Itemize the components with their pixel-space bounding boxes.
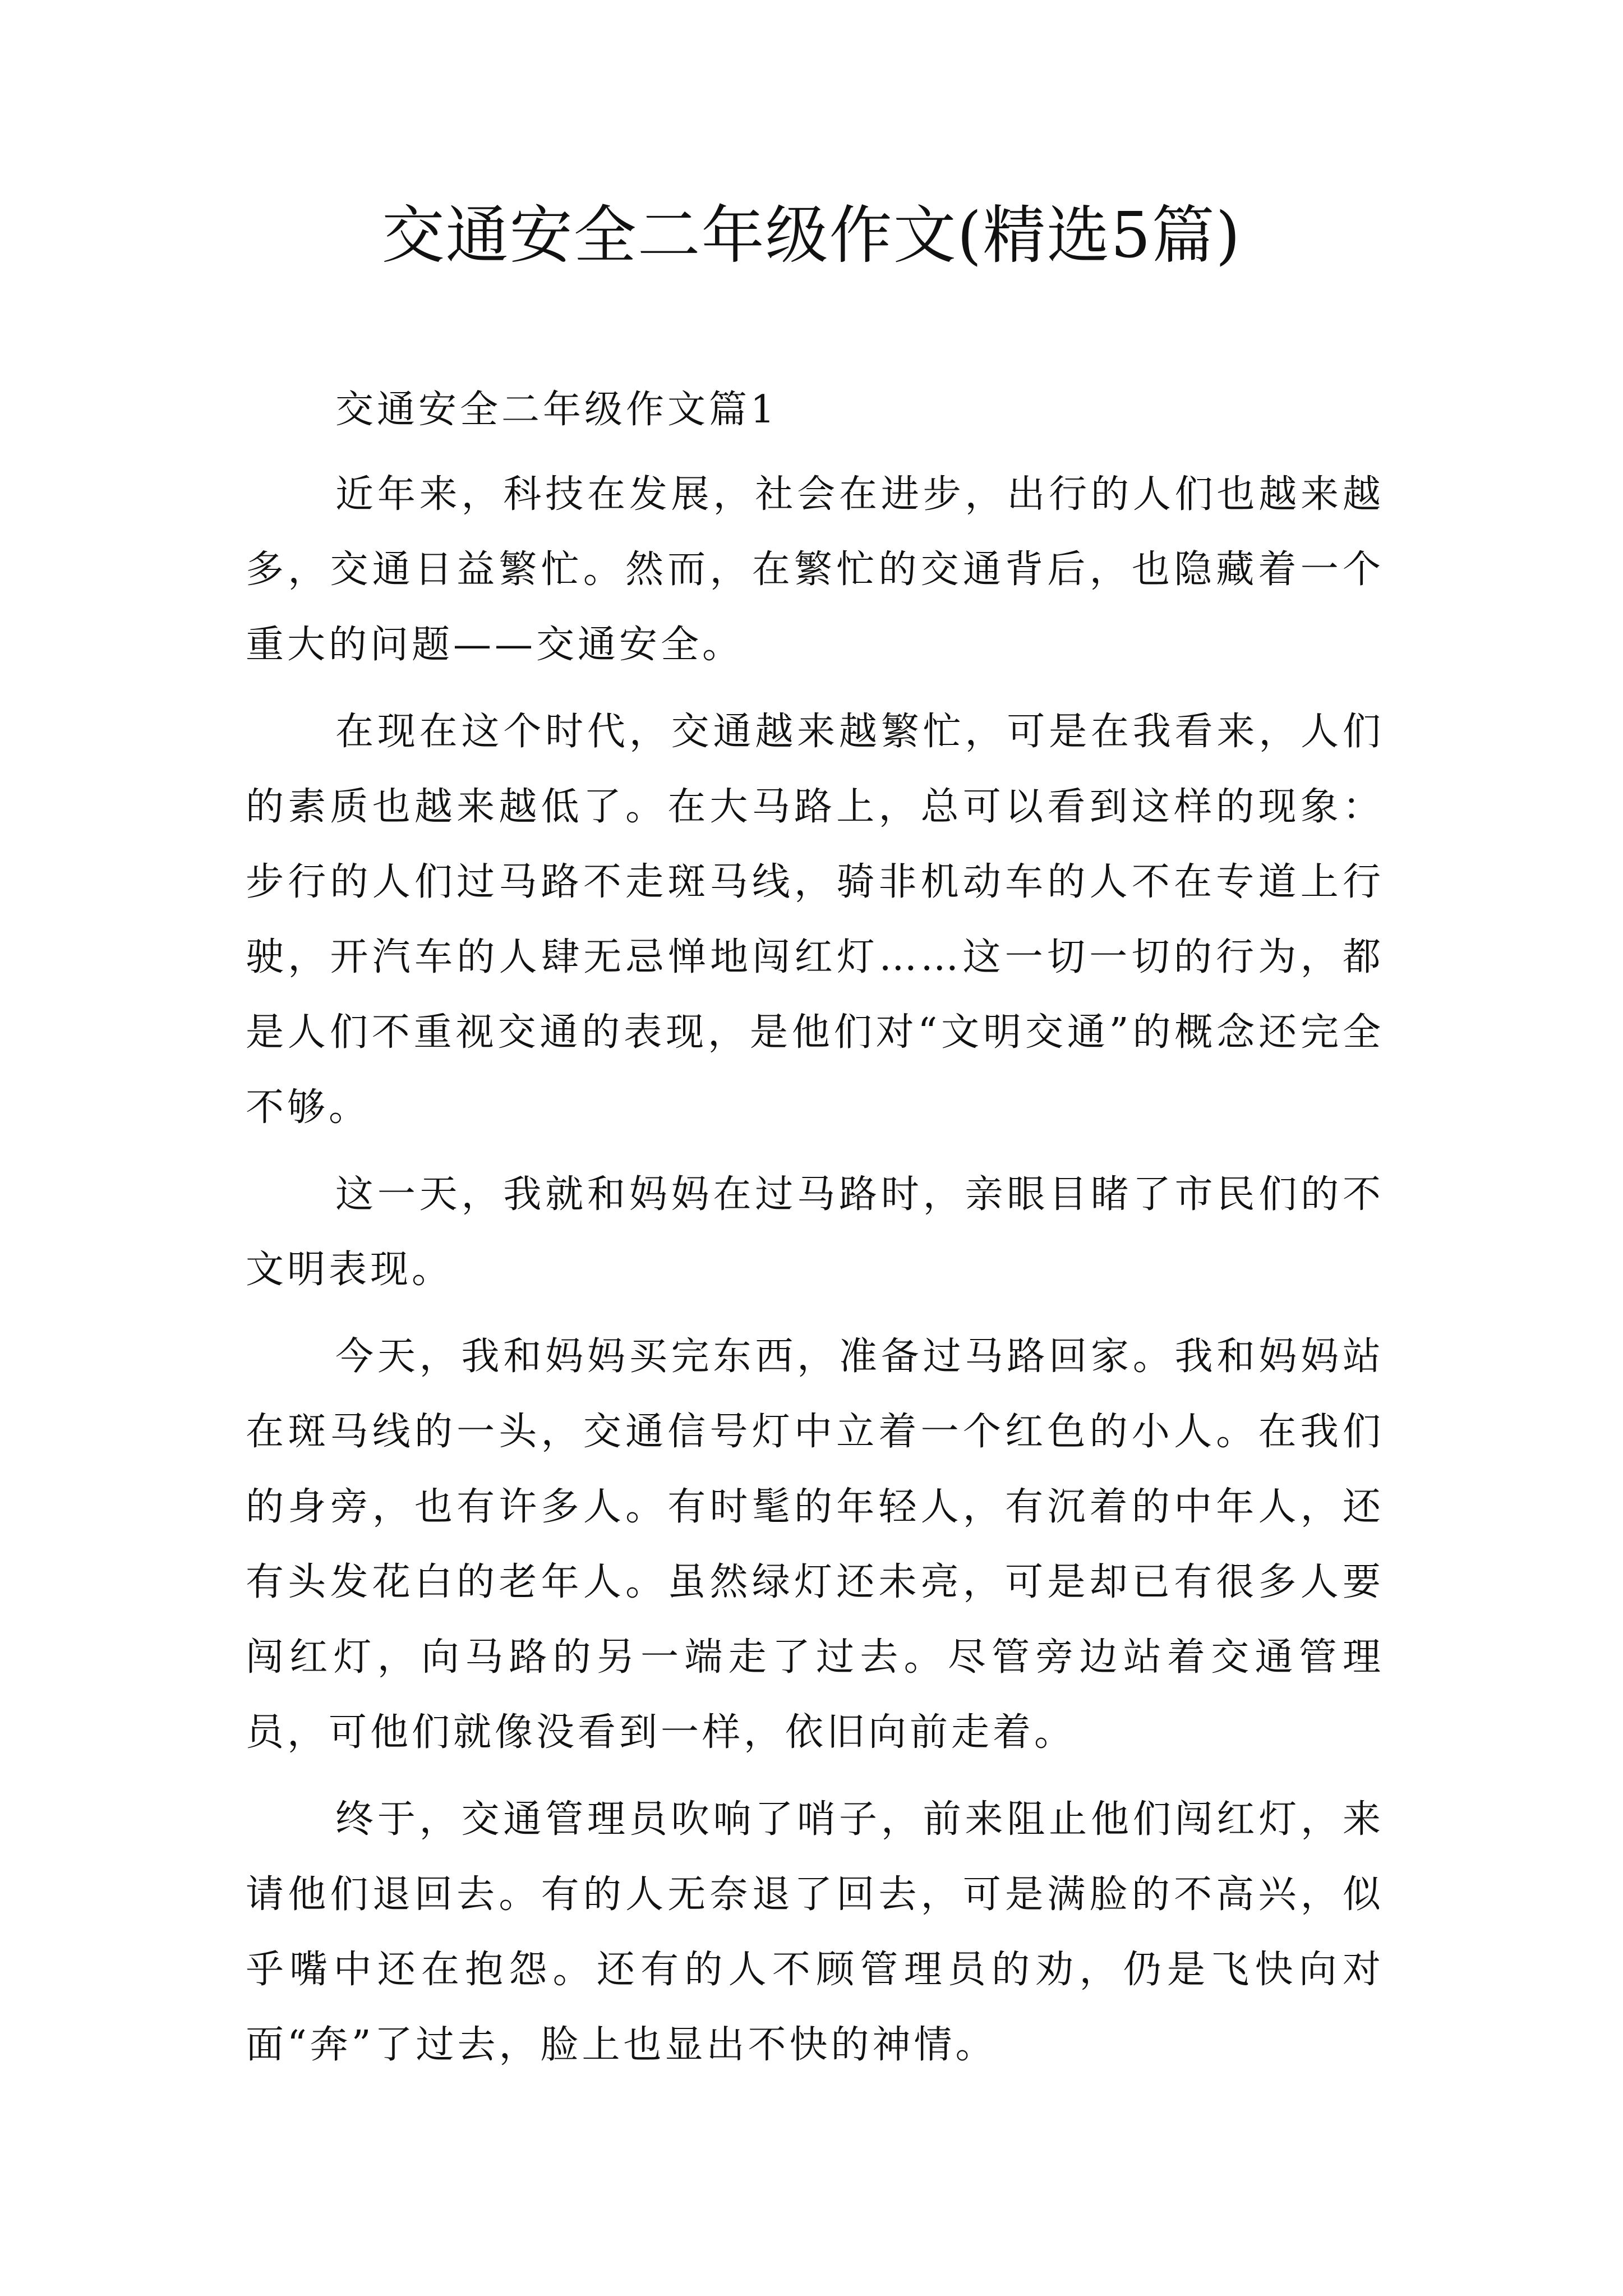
paragraph-2: 在现在这个时代，交通越来越繁忙，可是在我看来，人们的素质也越来越低了。在大马路上，总可以看到这样的现象：步行的人们过马路不走斑马线，骑非机动车的人不在专道上行驶，开汽车的人肆无忌惮地闯红灯……这一切一切的行为，都是人们不重视交通的表现，是他们对“文明交通”的概念还完全不够。 <box>246 710 1384 1130</box>
paragraph-1: 近年来，科技在发展，社会在进步，出行的人们也越来越多，交通日益繁忙。然而，在繁忙的交通背后，也隐藏着一个重大的问题——交通安全。 <box>246 472 1384 667</box>
document-title: 交通安全二年级作文(精选5篇) <box>381 199 1242 272</box>
paragraph-5: 终于，交通管理员吹响了哨子，前来阻止他们闯红灯，来请他们退回去。有的人无奈退了回去，可是满脸的不高兴，似乎嘴中还在抱怨。还有的人不顾管理员的劝，仍是飞快向对面“奔”了过去，脸上也显出不快的神情。 <box>246 1797 1384 2067</box>
document-body <box>246 372 1384 2095</box>
section-heading: 交通安全二年级作文篇1 <box>335 388 778 432</box>
paragraph-3: 这一天，我就和妈妈在过马路时，亲眼目睹了市民们的不文明表现。 <box>246 1172 1384 1292</box>
paragraph-4: 今天，我和妈妈买完东西，准备过马路回家。我和妈妈站在斑马线的一头，交通信号灯中立着一个红色的小人。在我们的身旁，也有许多人。有时髦的年轻人，有沉着的中年人，还有头发花白的老年人。虽然绿灯还未亮，可是却已有很多人要闯红灯，向马路的另一端走了过去。尽管旁边站着交通管理员，可他们就像没看到一样，依旧向前走着。 <box>246 1335 1384 1755</box>
